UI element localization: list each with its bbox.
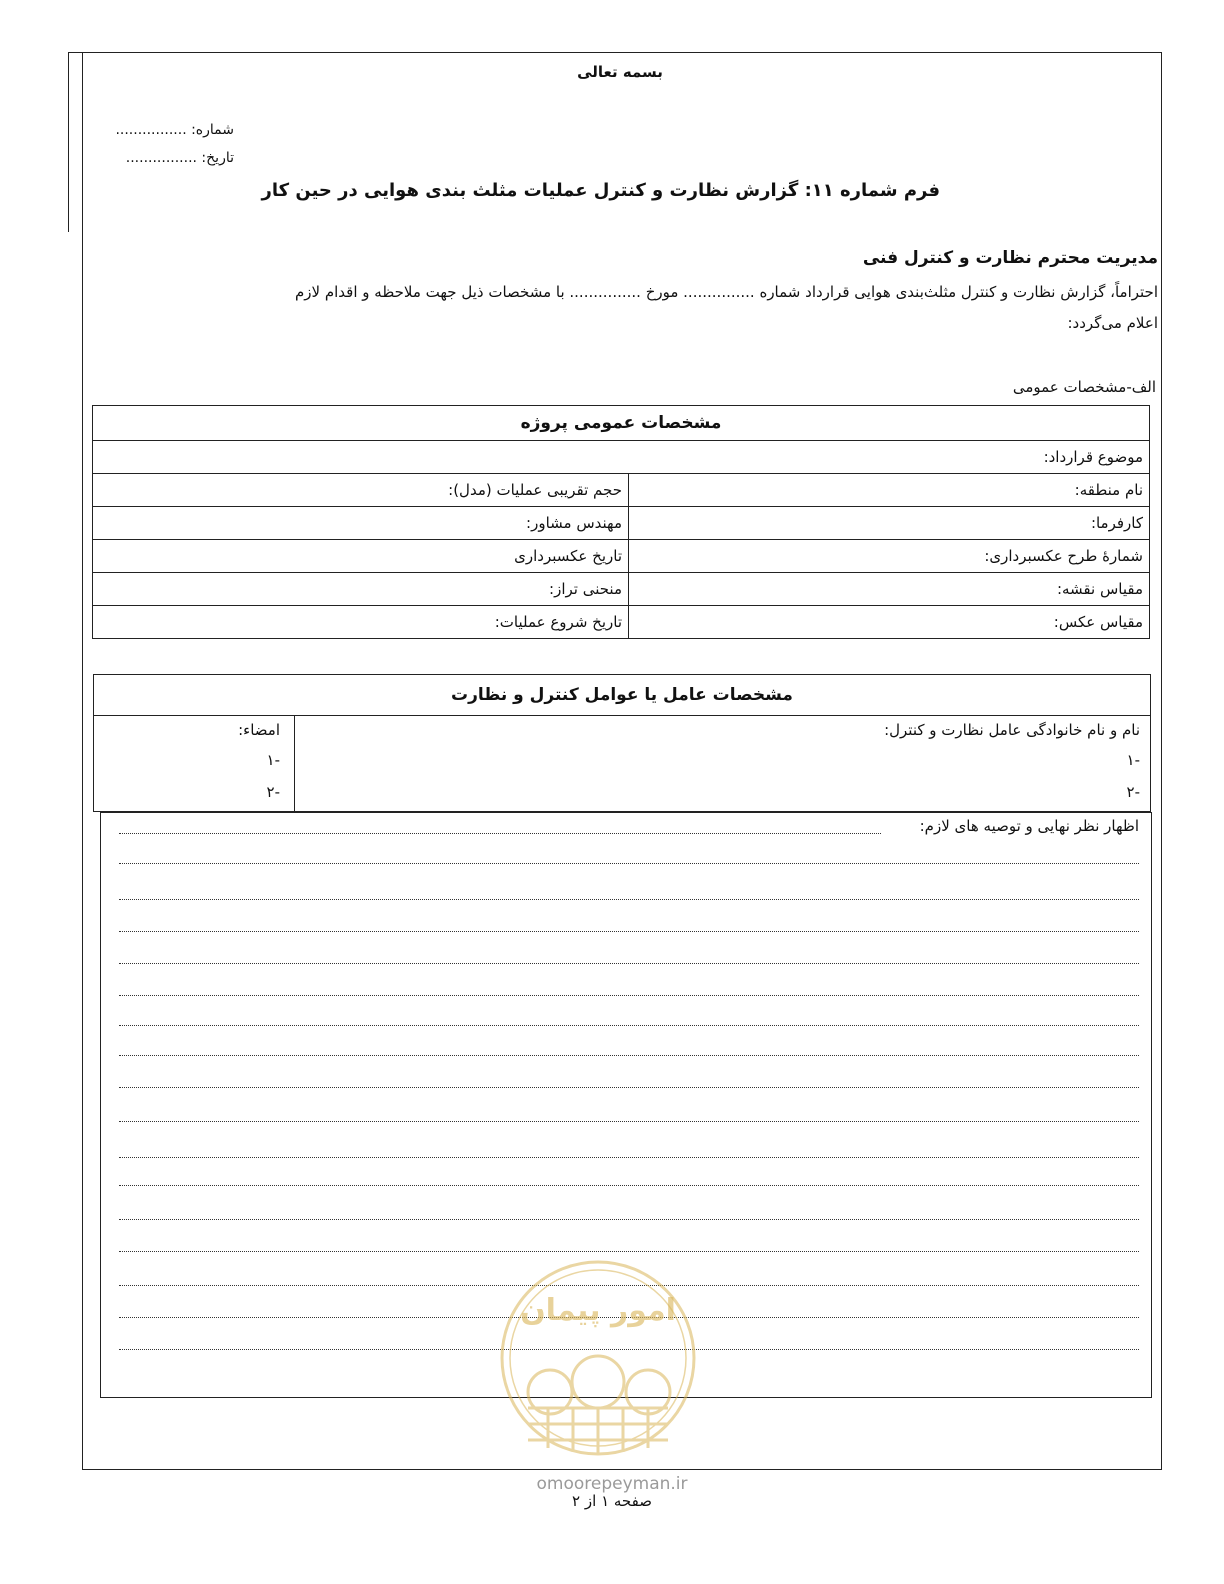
agent-item-2: -۲ — [1126, 783, 1140, 801]
table-row — [93, 573, 1150, 606]
page-number: صفحه ۱ از ۲ — [572, 1492, 652, 1510]
table-row — [93, 606, 1150, 639]
remarks-label: اظهار نظر نهایی و توصیه های لازم: — [919, 817, 1139, 835]
number-field: شماره: ................ — [115, 122, 234, 138]
remarks-line — [119, 963, 1139, 964]
consultant-field: مهندس مشاور: — [93, 507, 629, 540]
remarks-line — [119, 863, 1139, 864]
intro-line-1: احتراماً، گزارش نظارت و کنترل مثلث‌بندی هوایی قرارداد شماره ............... مورخ ............... با مشخصات ذیل جهت ملاحظه و اقدام لازم — [294, 283, 1158, 301]
agents-divider — [294, 715, 295, 811]
remarks-line — [119, 1087, 1139, 1088]
website-watermark: omoorepeyman.ir — [536, 1474, 688, 1494]
agent-item-1: -۱ — [1126, 751, 1140, 769]
remarks-line — [119, 1185, 1139, 1186]
remarks-line — [119, 1251, 1139, 1252]
remarks-line — [119, 833, 881, 834]
remarks-line — [119, 1121, 1139, 1122]
recipient: مدیریت محترم نظارت و کنترل فنی — [862, 248, 1158, 268]
remarks-line — [119, 1219, 1139, 1220]
employer-field: کارفرما: — [629, 507, 1150, 540]
photo-date-field: تاریخ عکسبرداری — [93, 540, 629, 573]
agents-box-title: مشخصات عامل یا عوامل کنترل و نظارت — [94, 675, 1150, 716]
basmala: بسمه تعالی — [577, 63, 663, 81]
stamp-text: امور پیمان — [520, 1293, 676, 1328]
photo-plan-number-field: شمارهٔ طرح عکسبرداری: — [629, 540, 1150, 573]
project-table-title: مشخصات عمومی پروژه — [93, 406, 1150, 441]
date-field: تاریخ: ................ — [125, 150, 234, 166]
agent-name-label: نام و نام خانوادگی عامل نظارت و کنترل: — [884, 721, 1140, 739]
form-title: فرم شماره ۱۱: گزارش نظارت و کنترل عملیات مثلث بندی هوایی در حین کار — [261, 180, 940, 201]
frame-corner-line — [68, 52, 69, 232]
map-scale-field: مقیاس نقشه: — [629, 573, 1150, 606]
remarks-line — [119, 899, 1139, 900]
section-a-label: الف-مشخصات عمومی — [1012, 378, 1156, 396]
remarks-line — [119, 1025, 1139, 1026]
start-date-field: تاریخ شروع عملیات: — [93, 606, 629, 639]
watermark-stamp-icon — [498, 1258, 698, 1458]
contract-subject-field: موضوع قرارداد: — [93, 441, 1150, 474]
agents-box — [93, 674, 1151, 812]
signature-item-1: -۱ — [266, 751, 280, 769]
remarks-line — [119, 1055, 1139, 1056]
table-row — [93, 540, 1150, 573]
photo-scale-field: مقیاس عکس: — [629, 606, 1150, 639]
remarks-line — [119, 931, 1139, 932]
remarks-line — [119, 995, 1139, 996]
signature-label: امضاء: — [238, 721, 280, 739]
contour-interval-field: منحنی تراز: — [93, 573, 629, 606]
operation-volume-field: حجم تقریبی عملیات (مدل): — [93, 474, 629, 507]
project-table — [92, 405, 1150, 639]
region-name-field: نام منطقه: — [629, 474, 1150, 507]
table-row — [93, 474, 1150, 507]
remarks-line — [119, 1157, 1139, 1158]
signature-item-2: -۲ — [266, 783, 280, 801]
table-row — [93, 507, 1150, 540]
frame-corner — [68, 52, 84, 53]
intro-line-2: اعلام می‌گردد: — [1067, 314, 1158, 332]
